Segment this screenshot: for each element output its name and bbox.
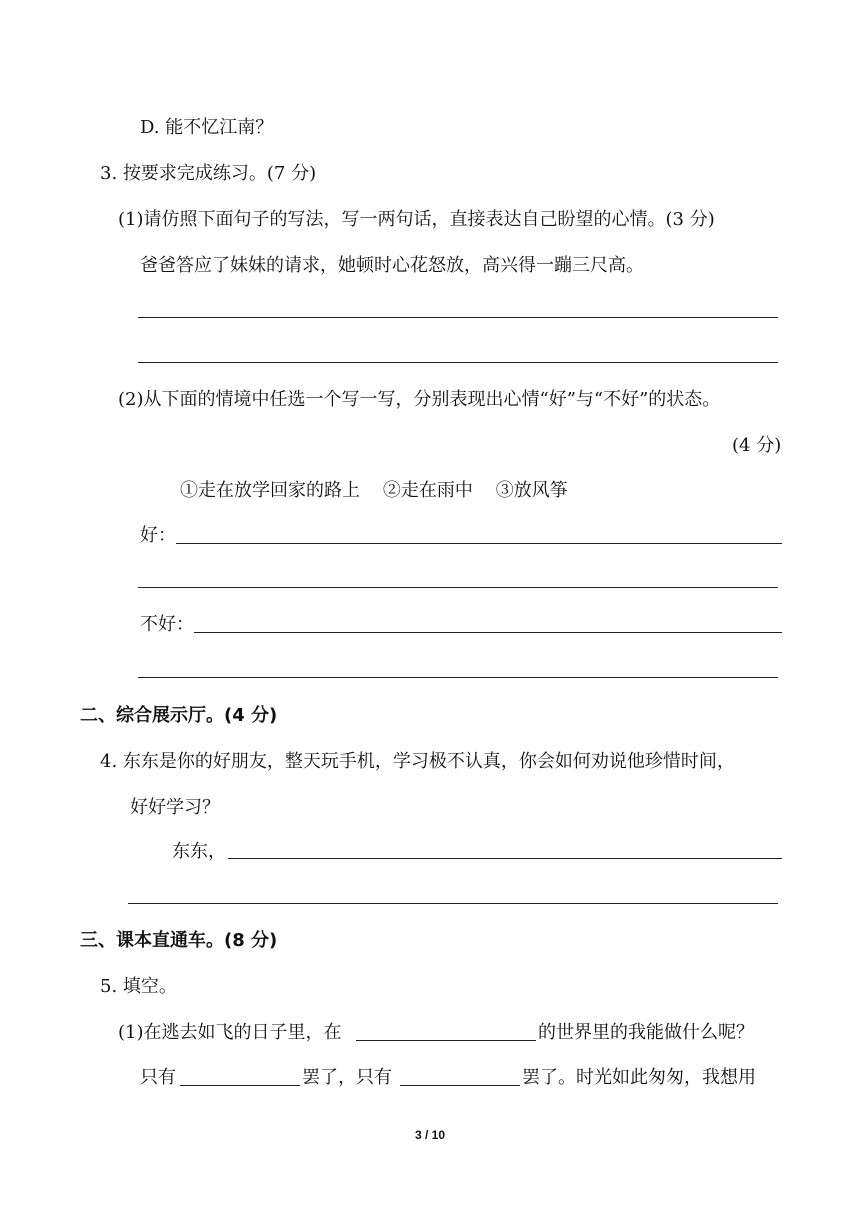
q5-line2-b: 罢了，只有 bbox=[302, 1067, 392, 1088]
answer-line[interactable] bbox=[138, 362, 778, 363]
question-3-title: 3. 按要求完成练习。(7 分) bbox=[100, 163, 317, 184]
question-4-line1: 4. 东东是你的好朋友，整天玩手机，学习极不认真，你会如何劝说他珍惜时间， bbox=[100, 751, 735, 772]
q5-line1-a: (1)在逃去如飞的日子里，在 bbox=[118, 1022, 342, 1043]
question-5-title: 5. 填空。 bbox=[100, 976, 177, 997]
option-d: D. 能不忆江南？ bbox=[140, 117, 274, 138]
q3-sub1-example: 爸爸答应了妹妹的请求，她顿时心花怒放，高兴得一蹦三尺高。 bbox=[140, 255, 644, 276]
answer-line[interactable] bbox=[138, 677, 778, 678]
answer-line[interactable] bbox=[228, 858, 782, 859]
q5-line2-a: 只有 bbox=[140, 1067, 176, 1088]
good-label: 好： bbox=[140, 525, 176, 546]
answer-line[interactable] bbox=[138, 587, 778, 588]
answer-line[interactable] bbox=[194, 632, 782, 633]
q3-sub2-points: (4 分) bbox=[732, 435, 782, 456]
fill-blank[interactable] bbox=[180, 1085, 300, 1086]
answer-line[interactable] bbox=[128, 903, 778, 904]
page-number: 3 / 10 bbox=[414, 1128, 446, 1142]
q3-sub1-prompt: (1)请仿照下面句子的写法，写一两句话，直接表达自己盼望的心情。(3 分) bbox=[118, 209, 715, 230]
q4-answer-label: 东东， bbox=[172, 841, 226, 862]
answer-line[interactable] bbox=[176, 543, 782, 544]
section-2-title: 二、综合展示厅。(4 分) bbox=[80, 705, 278, 726]
question-4-line2: 好好学习？ bbox=[130, 797, 220, 818]
q5-line2-c: 罢了。时光如此匆匆，我想用 bbox=[522, 1067, 756, 1088]
section-3-title: 三、课本直通车。(8 分) bbox=[80, 930, 278, 951]
q3-sub2-prompt: (2)从下面的情境中任选一个写一写，分别表现出心情“好”与“不好”的状态。 bbox=[118, 389, 721, 410]
answer-line[interactable] bbox=[138, 317, 778, 318]
q5-line1-b: 的世界里的我能做什么呢？ bbox=[538, 1022, 754, 1043]
fill-blank[interactable] bbox=[356, 1040, 536, 1041]
fill-blank[interactable] bbox=[400, 1085, 520, 1086]
q3-sub2-options: ①走在放学回家的路上 ②走在雨中 ③放风筝 bbox=[180, 480, 568, 501]
bad-label: 不好： bbox=[140, 614, 194, 635]
